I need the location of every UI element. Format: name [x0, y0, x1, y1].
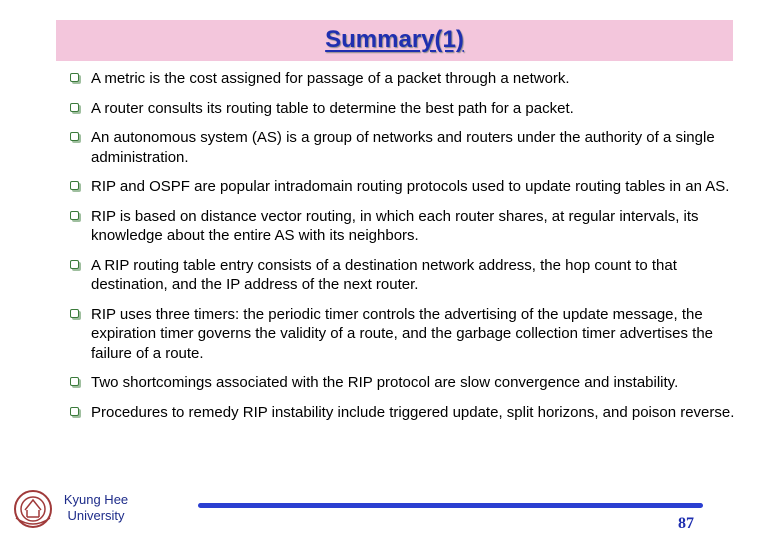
checkbox-bullet-icon	[70, 309, 79, 318]
bullet-text: A RIP routing table entry consists of a destination network address, the hop count to that destination, and the IP address of the next router.	[91, 256, 677, 293]
checkbox-bullet-icon	[70, 181, 79, 190]
checkbox-bullet-icon	[70, 103, 79, 112]
checkbox-bullet-icon	[70, 132, 79, 141]
title-bar	[56, 20, 733, 61]
bullet-text: A router consults its routing table to determine the best path for a packet.	[91, 99, 574, 117]
bullet-text: RIP uses three timers: the periodic timer controls the advertising of the update message, the expiration timer governs the validity of a route, and the garbage collection timer advertises the failure of a route.	[91, 305, 714, 362]
university-name-line1: Kyung Hee	[63, 492, 129, 507]
checkbox-bullet-icon	[70, 211, 79, 220]
bullet-text: A metric is the cost assigned for passage of a packet through a network.	[91, 70, 570, 87]
bullet-item	[70, 256, 750, 295]
bullet-text: RIP is based on distance vector routing, in which each router shares, at regular intervals, its knowledge about the entire AS with its neighbors.	[91, 207, 699, 244]
university-seal-icon	[12, 488, 54, 530]
bullet-item	[70, 177, 750, 197]
university-name-line2: University	[67, 508, 125, 523]
slide-title: Summary(1)	[325, 26, 464, 53]
bullet-item	[70, 99, 750, 119]
checkbox-bullet-icon	[70, 260, 79, 269]
bullet-item	[70, 128, 750, 167]
bullet-text: An autonomous system (AS) is a group of networks and routers under the authority of a single administration.	[91, 129, 715, 166]
bullet-item	[70, 207, 750, 246]
bullet-item	[70, 373, 750, 393]
bullet-item	[70, 403, 750, 423]
bullet-text: RIP and OSPF are popular intradomain routing protocols used to update routing tables in an AS.	[91, 178, 730, 195]
bullet-item	[70, 69, 750, 89]
checkbox-bullet-icon	[70, 407, 79, 416]
bullet-text: Procedures to remedy RIP instability include triggered update, split horizons, and poison reverse.	[91, 403, 735, 421]
bullet-list	[70, 69, 750, 432]
checkbox-bullet-icon	[70, 73, 79, 82]
footer-divider	[198, 503, 703, 508]
university-name	[56, 492, 136, 524]
bullet-text: Two shortcomings associated with the RIP protocol are slow convergence and instability.	[91, 374, 679, 391]
checkbox-bullet-icon	[70, 377, 79, 386]
bullet-item	[70, 305, 750, 364]
page-number: 87	[678, 515, 694, 532]
